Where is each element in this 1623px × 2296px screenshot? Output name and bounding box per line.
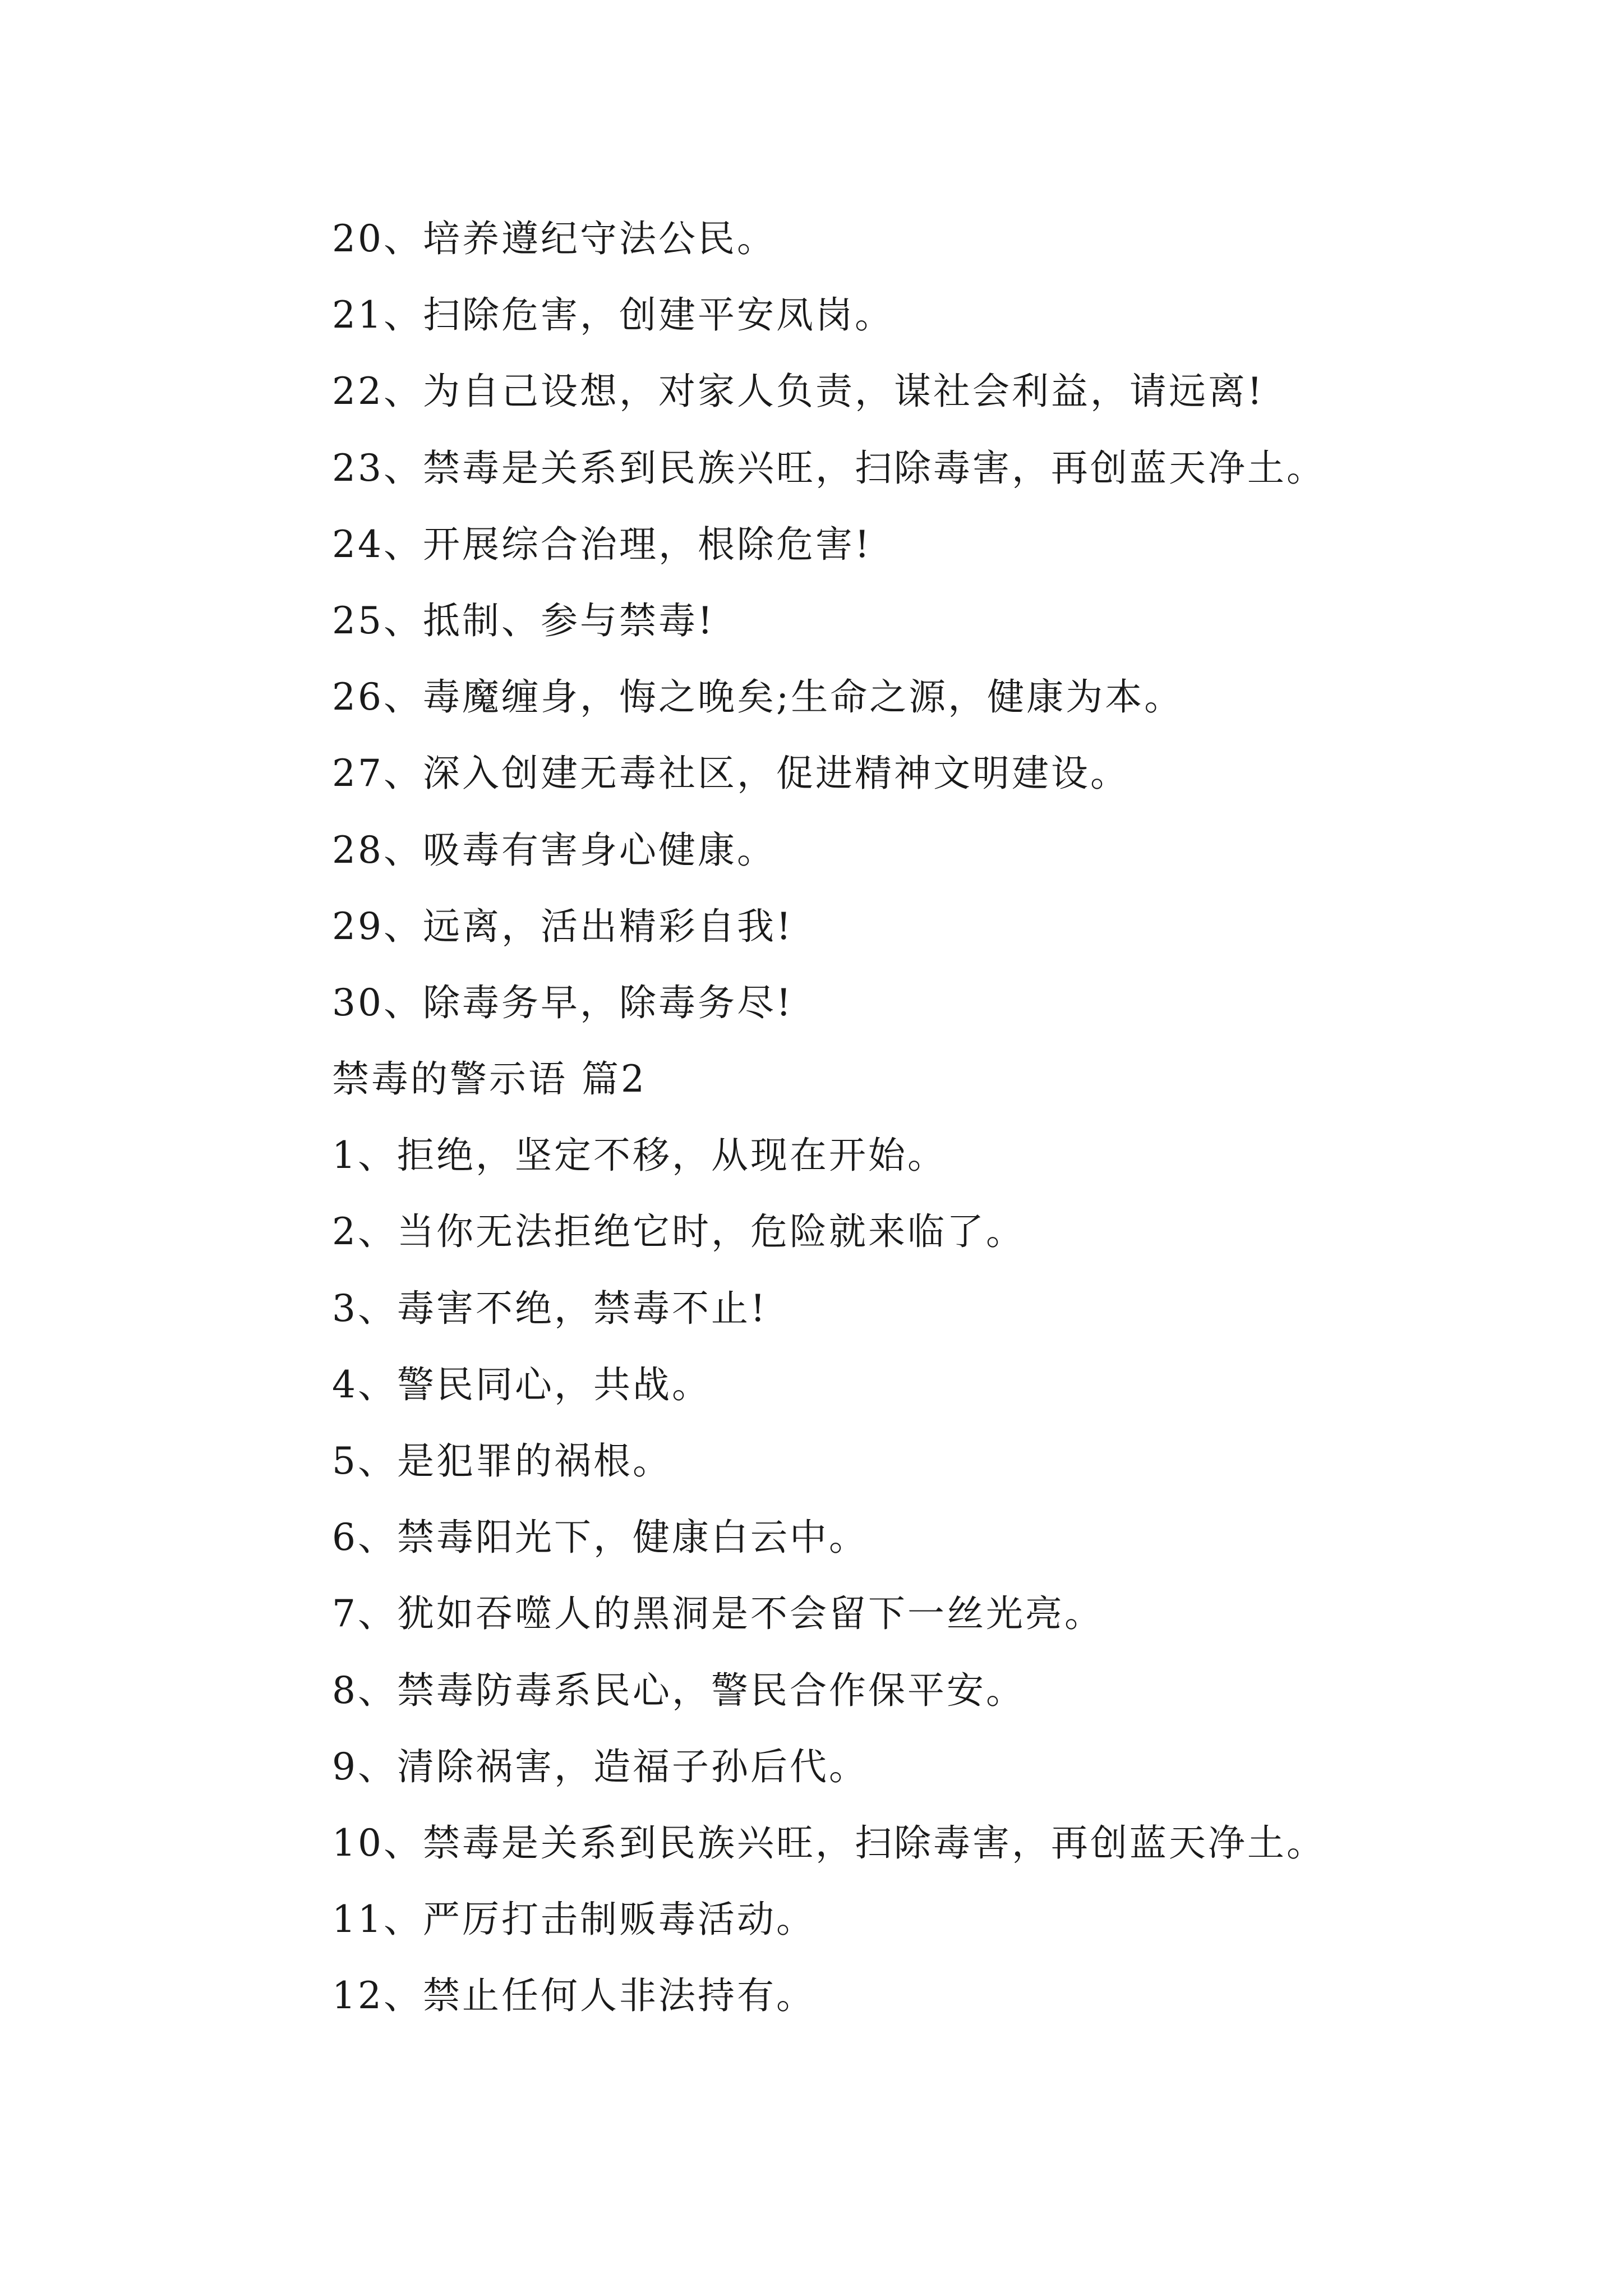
- list-item: 2、当你无法拒绝它时，危险就来临了。: [332, 1210, 1025, 1254]
- list-item: 20、培养遵纪守法公民。: [332, 217, 776, 260]
- list-item: 29、远离，活出精彩自我!: [332, 904, 794, 948]
- list-item: 3、毒害不绝，禁毒不止!: [332, 1286, 768, 1330]
- list-item: 8、禁毒防毒系民心，警民合作保平安。: [332, 1668, 1025, 1712]
- list-item: 10、禁毒是关系到民族兴旺，扫除毒害，再创蓝天净土。: [332, 1821, 1326, 1865]
- list-item: 9、清除祸害，造福子孙后代。: [332, 1745, 868, 1788]
- list-item: 4、警民同心，共战。: [332, 1363, 711, 1406]
- list-item: 26、毒魔缠身，悔之晚矣;生命之源，健康为本。: [332, 675, 1184, 719]
- document-body: [332, 201, 1510, 2035]
- section-heading: 禁毒的警示语 篇2: [332, 1057, 647, 1101]
- list-item: 1、拒绝，坚定不移，从现在开始。: [332, 1134, 947, 1177]
- list-item: 30、除毒务早，除毒务尽!: [332, 981, 794, 1024]
- list-item: 7、犹如吞噬人的黑洞是不会留下一丝光亮。: [332, 1592, 1104, 1636]
- list-item: 23、禁毒是关系到民族兴旺，扫除毒害，再创蓝天净土。: [332, 446, 1326, 490]
- list-item: 25、抵制、参与禁毒!: [332, 599, 715, 642]
- list-item: 5、是犯罪的祸根。: [332, 1439, 672, 1483]
- list-item: 22、为自己设想，对家人负责，谋社会利益，请远离!: [332, 370, 1265, 413]
- list-item: 21、扫除危害，创建平安凤岗。: [332, 293, 894, 337]
- list-item: 12、禁止任何人非法持有。: [332, 1974, 815, 2018]
- list-item: 28、吸毒有害身心健康。: [332, 828, 776, 872]
- list-item: 24、开展综合治理，根除危害!: [332, 522, 872, 566]
- list-item: 6、禁毒阳光下，健康白云中。: [332, 1516, 868, 1559]
- list-item: 11、严厉打击制贩毒活动。: [332, 1898, 815, 1941]
- list-item: 27、深入创建无毒社区，促进精神文明建设。: [332, 752, 1129, 795]
